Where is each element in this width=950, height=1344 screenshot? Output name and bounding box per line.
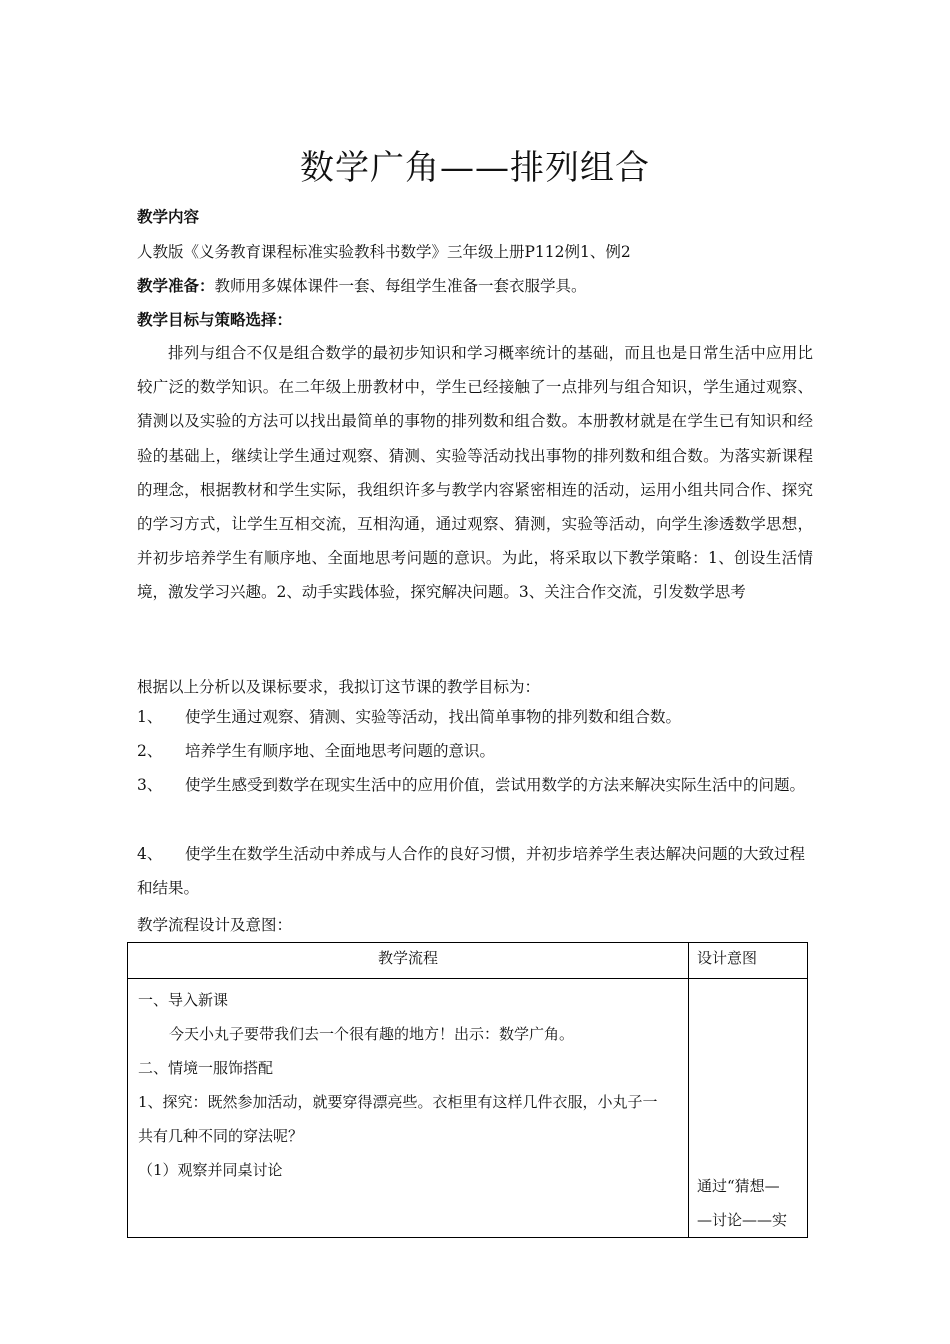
content-heading: 教学内容 (137, 207, 200, 226)
process-line: 一、导入新课 (138, 991, 229, 1009)
process-cell (128, 979, 689, 1238)
goal-number: 1、 (137, 708, 163, 726)
goal-item-3 (137, 768, 813, 802)
header-process: 教学流程 (128, 943, 689, 979)
process-line: 1、探究：既然参加活动，就要穿得漂亮些。衣柜里有这样几件衣服，小丸子一 (138, 1093, 658, 1111)
intent-line: —讨论——实 (697, 1211, 788, 1229)
intent-line: 通过“猜想— (697, 1177, 780, 1195)
flow-caption: 教学流程设计及意图： (137, 916, 293, 934)
goal-number: 4、 (137, 845, 163, 863)
goal-text: 培养学生有顺序地、全面地思考问题的意识。 (185, 742, 496, 760)
intent-cell (689, 979, 808, 1238)
process-line: 今天小丸子要带我们去一个很有趣的地方！出示：数学广角。 (169, 1025, 575, 1043)
goals-intro: 根据以上分析以及课标要求，我拟订这节课的教学目标为： (137, 678, 541, 696)
goal-number: 3、 (137, 776, 163, 794)
process-line: 共有几种不同的穿法呢？ (138, 1127, 304, 1145)
content-text: 人教版《义务教育课程标准实验教科书数学》三年级上册P112例1、例2 (137, 243, 631, 261)
table-row (128, 979, 808, 1238)
goal-text: 使学生感受到数学在现实生活中的应用价值，尝试用数学的方法来解决实际生活中的问题。 (185, 776, 806, 794)
strategy-paragraph: 排列与组合不仅是组合数学的最初步知识和学习概率统计的基础，而且也是日常生活中应用比较广泛的数学知识。在二年级上册教材中，学生已经接触了一点排列与组合知识，学生通过观察、猜测以及实验的方法可以找出最简单的事物的排列数和组合数。本册教材就是在学生已有知识和经验的基础上，继续让学生通过观察、猜测、实验等活动找出事物的排列数和组合数。为落实新课程的理念，根据教材和学生实际，我组织许多与教学内容紧密相连的活动，运用小组共同合作、探究的学习方式，让学生互相交流，互相沟通，通过观察、猜测，实验等活动，向学生渗透数学思想，并初步培养学生有顺序地、全面地思考问题的意识。为此，将采取以下教学策略：1、创设生活情境，激发学习兴趣。2、动手实践体验，探究解决问题。3、关注合作交流，引发数学思考 (137, 344, 813, 602)
goal-text: 使学生在数学生活动中养成与人合作的良好习惯，并初步培养学生表达解决问题的大致过程和结果。 (137, 845, 806, 898)
goal-number: 2、 (137, 742, 163, 760)
goal-text: 使学生通过观察、猜测、实验等活动，找出简单事物的排列数和组合数。 (185, 708, 682, 726)
prep-text: 教师用多媒体课件一套、每组学生准备一套衣服学具。 (214, 277, 587, 295)
goals-heading: 教学目标与策略选择： (137, 310, 293, 329)
process-line: （1）观察并同桌讨论 (138, 1161, 283, 1179)
prep-label: 教学准备： (137, 276, 215, 295)
table-header-row (128, 943, 808, 979)
goal-item-4 (137, 837, 813, 905)
flow-table (127, 942, 808, 1238)
page-title: 数学广角——排列组合 (300, 148, 650, 188)
goal-item-2 (137, 734, 813, 768)
process-line: 二、情境一服饰搭配 (138, 1059, 274, 1077)
goal-item-1 (137, 700, 813, 734)
header-intent: 设计意图 (689, 943, 808, 979)
prep-line (137, 274, 827, 296)
